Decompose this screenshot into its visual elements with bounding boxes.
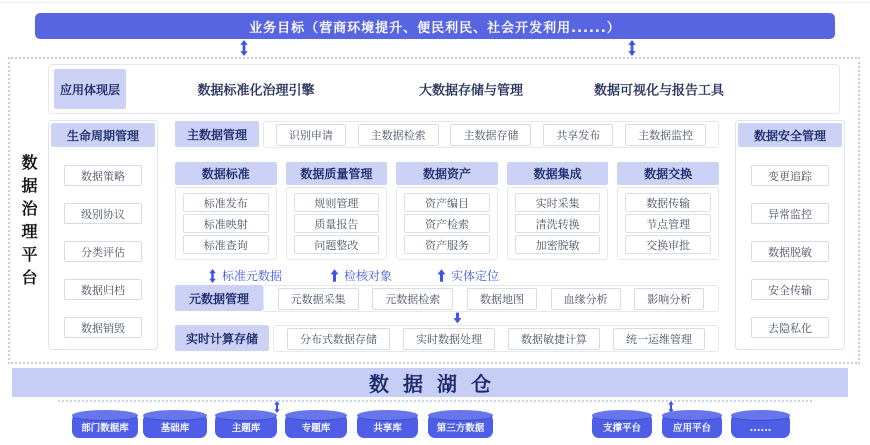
database-cylinder	[592, 415, 652, 438]
security-item: 异常监控	[751, 203, 829, 224]
column-body	[507, 187, 609, 260]
master-data-items	[263, 121, 719, 148]
database-cylinder	[662, 415, 722, 438]
security-item: 安全传输	[751, 279, 829, 300]
cylinder-label: 第三方数据	[436, 423, 485, 434]
lifecycle-item: 数据策略	[64, 165, 142, 186]
bottom-divider	[58, 400, 812, 402]
flow-label: 标准元数据	[222, 269, 283, 283]
flow-label: 实体定位	[451, 269, 500, 283]
database-cylinder	[285, 415, 347, 438]
down-arrow-icon	[453, 312, 462, 324]
flow-standard-metadata	[208, 267, 282, 284]
cylinder-label: 专题库	[301, 423, 331, 434]
database-cylinder	[428, 415, 493, 438]
metadata-item: 血缘分析	[551, 288, 621, 310]
business-goal-banner	[35, 13, 835, 39]
column-title: 数据集成	[507, 162, 609, 185]
realtime-item: 实时数据处理	[403, 328, 495, 350]
up-arrow-icon	[330, 269, 339, 282]
cylinder-label: 部门数据库	[81, 423, 129, 434]
column-item: 清洗转换	[515, 214, 601, 233]
app-layer-row	[48, 64, 840, 114]
column-title: 数据交换	[617, 162, 719, 185]
up-down-arrow-icon	[239, 40, 249, 56]
column-item: 资产服务	[404, 235, 490, 254]
business-goal-label: 业务目标（营商环境提升、便民利民、社会开发利用......）	[249, 20, 621, 36]
column-item: 实时采集	[515, 193, 601, 212]
column-item: 资产编目	[404, 193, 490, 212]
column-data-integration	[507, 162, 609, 260]
security-panel	[735, 120, 845, 350]
column-item: 质量报告	[294, 214, 380, 233]
metadata-item: 影响分析	[634, 288, 704, 310]
realtime-item: 数据敏捷计算	[508, 328, 600, 350]
top-divider	[0, 2, 870, 3]
master-data-item: 主数据检索	[358, 124, 439, 146]
column-title: 数据质量管理	[286, 162, 388, 185]
lifecycle-item: 级别协议	[64, 203, 142, 224]
flow-label: 检核对象	[344, 269, 393, 283]
column-body	[617, 187, 719, 260]
data-lake-band: 数据湖仓	[12, 368, 848, 397]
column-data-quality	[286, 162, 388, 260]
master-data-item: 主数据监控	[625, 124, 706, 146]
database-cylinder	[357, 415, 418, 438]
column-data-standard	[175, 162, 277, 260]
column-item: 加密脱敏	[515, 235, 601, 254]
database-cylinder	[215, 415, 277, 438]
metadata-item: 数据地图	[467, 288, 537, 310]
column-data-exchange	[617, 162, 719, 260]
column-item: 规则管理	[294, 193, 380, 212]
security-panel-title: 数据安全管理	[738, 123, 842, 147]
security-item: 去隐私化	[751, 317, 829, 338]
column-body	[286, 187, 388, 260]
app-layer-item: 大数据存储与管理	[418, 83, 524, 99]
column-title: 数据标准	[175, 162, 277, 185]
app-layer-label: 应用体现层	[54, 69, 126, 109]
cylinder-label: 基础库	[160, 423, 190, 434]
master-data-item: 共享发布	[543, 124, 613, 146]
master-data-item: 主数据存储	[450, 124, 531, 146]
lifecycle-item: 数据归档	[64, 279, 142, 300]
master-data-title: 主数据管理	[175, 121, 259, 147]
up-down-arrow-icon	[208, 269, 217, 283]
cylinder-label: 主题库	[231, 423, 261, 434]
database-cylinder	[143, 415, 207, 438]
column-data-asset	[396, 162, 498, 260]
security-item: 变更追踪	[751, 165, 829, 186]
cylinder-label: 共享库	[373, 423, 402, 434]
column-item: 节点管理	[625, 214, 711, 233]
cylinder-label: 支撑平台	[602, 423, 641, 434]
cylinder-label: 应用平台	[672, 423, 711, 434]
metadata-item: 元数据采集	[278, 288, 359, 310]
cylinder-label: ......	[749, 423, 772, 434]
lifecycle-item: 数据销毁	[64, 317, 142, 338]
metadata-item: 元数据检索	[372, 288, 453, 310]
platform-container	[8, 57, 860, 364]
platform-title: 数据治理平台	[19, 154, 38, 292]
flow-entity-location	[437, 267, 499, 284]
column-item: 问题整改	[294, 235, 380, 254]
app-layer-item: 数据可视化与报告工具	[593, 83, 725, 99]
column-item: 标准查询	[183, 235, 269, 254]
column-item: 资产检索	[404, 214, 490, 233]
database-cylinder	[731, 415, 790, 438]
up-down-arrow-icon	[627, 40, 637, 56]
up-down-arrow-icon	[273, 401, 281, 413]
realtime-item: 分布式数据存储	[287, 328, 390, 350]
metadata-title: 元数据管理	[175, 285, 263, 311]
master-data-item: 识别申请	[276, 124, 346, 146]
column-item: 标准映射	[183, 214, 269, 233]
app-layer-item: 数据标准化治理引擎	[197, 83, 315, 99]
realtime-title: 实时计算存储	[175, 325, 269, 351]
column-body	[175, 187, 277, 260]
lifecycle-item: 分类评估	[64, 241, 142, 262]
lifecycle-panel-title: 生命周期管理	[51, 123, 155, 147]
realtime-item: 统一运维管理	[613, 328, 705, 350]
database-cylinder	[72, 415, 138, 438]
column-body	[396, 187, 498, 260]
lifecycle-panel	[48, 120, 158, 350]
column-title: 数据资产	[396, 162, 498, 185]
realtime-items	[273, 325, 719, 352]
flow-check-object	[330, 267, 392, 284]
column-item: 数据传输	[625, 193, 711, 212]
function-columns	[175, 162, 719, 260]
metadata-items	[263, 285, 719, 312]
security-item: 数据脱敏	[751, 241, 829, 262]
column-item: 标准发布	[183, 193, 269, 212]
up-arrow-icon	[437, 269, 446, 282]
column-item: 交换审批	[625, 235, 711, 254]
